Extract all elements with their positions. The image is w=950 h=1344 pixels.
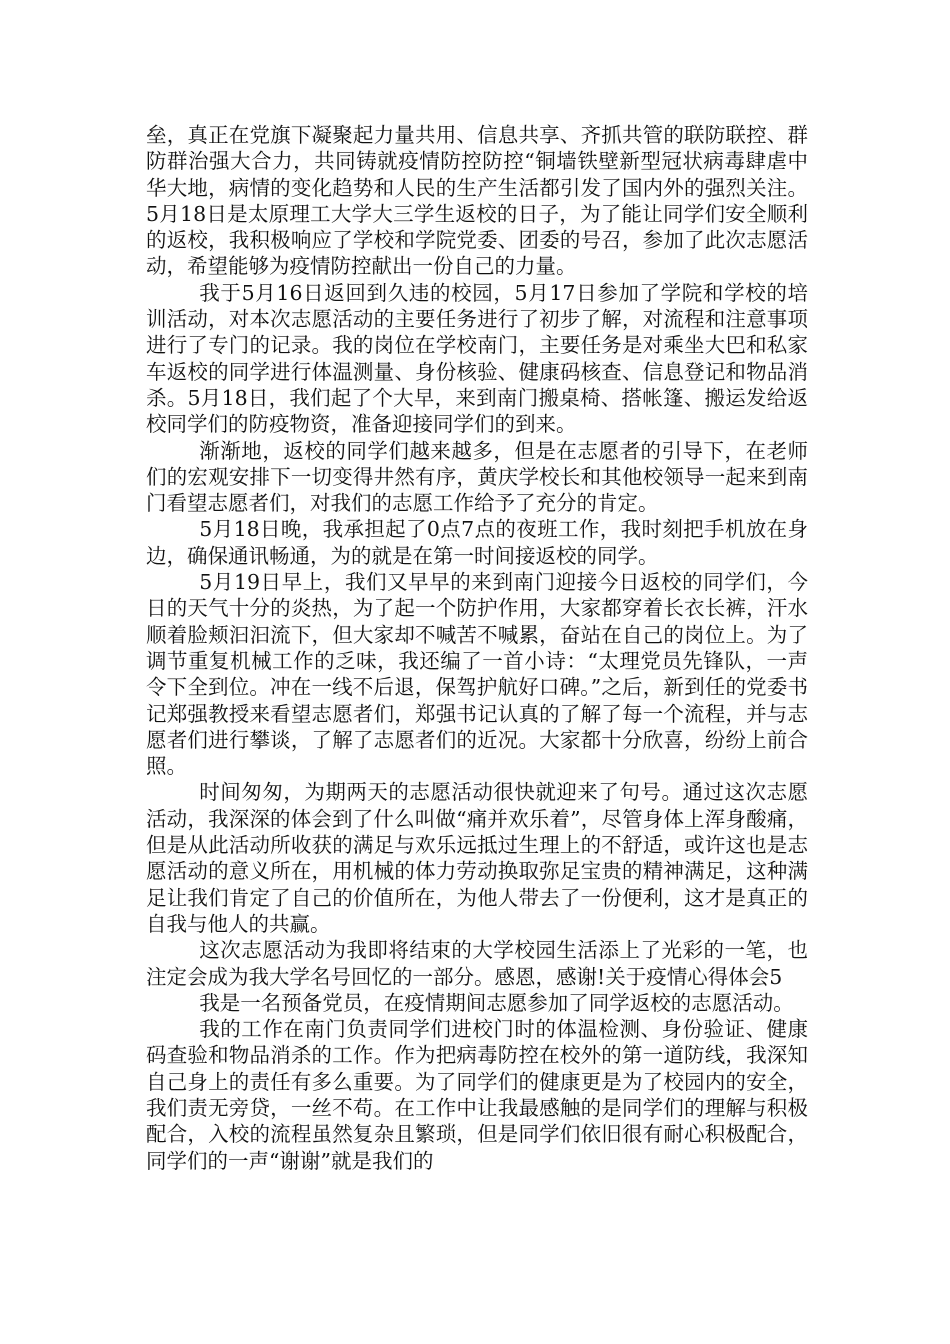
paragraph-1: 垒，真正在党旗下凝聚起力量共用、信息共享、齐抓共管的联防联控、群防群治强大合力，共同铸就疫情防控防控“铜墙铁壁新型冠状病毒肆虐中华大地，病情的变化趋势和人民的生产生活都引发了国内外的强烈关注。5月18日是太原理工大学大三学生返校的日子，为了能让同学们安全顺利的返校，我积极响应了学校和学院党委、团委的号召，参加了此次志愿活动，希望能够为疫情防控献出一份自己的力量。 bbox=[146, 123, 808, 279]
paragraph-2: 我于5月16日返回到久违的校园，5月17日参加了学院和学校的培训活动，对本次志愿活动的主要任务进行了初步了解，对流程和注意事项进行了专门的记录。我的岗位在学校南门，主要任务是对乘坐大巴和私家车返校的同学进行体温测量、身份核验、健康码核查、信息登记和物品消杀。5月18日，我们起了个大早，来到南门搬桌椅、搭帐篷、搬运发给返校同学们的防疫物资，准备迎接同学们的到来。 bbox=[146, 280, 808, 437]
paragraph-7: 这次志愿活动为我即将结束的大学校园生活添上了光彩的一笔，也注定会成为我大学名号回忆的一部分。感恩，感谢!关于疫情心得体会5 bbox=[146, 938, 808, 989]
paragraph-9: 我的工作在南门负责同学们进校门时的体温检测、身份验证、健康码查验和物品消杀的工作。作为把病毒防控在校外的第一道防线，我深知自己身上的责任有多么重要。为了同学们的健康更是为了校园内的安全，我们责无旁贷，一丝不苟。在工作中让我最感触的是同学们的理解与积极配合，入校的流程虽然复杂且繁琐，但是同学们依旧很有耐心积极配合，同学们的一声“谢谢”就是我们的 bbox=[146, 1017, 808, 1173]
document-body bbox=[146, 122, 808, 1174]
paragraph-5: 5月19日早上，我们又早早的来到南门迎接今日返校的同学们，今日的天气十分的炎热，为了起一个防护作用，大家都穿着长衣长裤，汗水顺着脸颊汩汩流下，但大家却不喊苦不喊累，奋站在自己的岗位上。为了调节重复机械工作的乏味，我还编了一首小诗：“太理党员先锋队，一声令下全到位。冲在一线不后退，保驾护航好口碑。”之后，新到任的党委书记郑强教授来看望志愿者们，郑强书记认真的了解了每一个流程，并与志愿者们进行攀谈，了解了志愿者们的近况。大家都十分欣喜，纷纷上前合照。 bbox=[146, 570, 808, 779]
paragraph-3: 渐渐地，返校的同学们越来越多，但是在志愿者的引导下，在老师们的宏观安排下一切变得井然有序，黄庆学校长和其他校领导一起来到南门看望志愿者们，对我们的志愿工作给予了充分的肯定。 bbox=[146, 438, 808, 516]
paragraph-6: 时间匆匆，为期两天的志愿活动很快就迎来了句号。通过这次志愿活动，我深深的体会到了什么叫做“痛并欢乐着”，尽管身体上浑身酸痛，但是从此活动所收获的满足与欢乐远抵过生理上的不舒适，或许这也是志愿活动的意义所在，用机械的体力劳动换取弥足宝贵的精神满足，这种满足让我们肯定了自己的价值所在，为他人带去了一份便利，这才是真正的自我与他人的共赢。 bbox=[146, 780, 808, 936]
paragraph-4: 5月18日晚，我承担起了0点7点的夜班工作，我时刻把手机放在身边，确保通讯畅通，为的就是在第一时间接返校的同学。 bbox=[146, 517, 808, 568]
paragraph-8: 我是一名预备党员，在疫情期间志愿参加了同学返校的志愿活动。 bbox=[199, 990, 794, 1015]
